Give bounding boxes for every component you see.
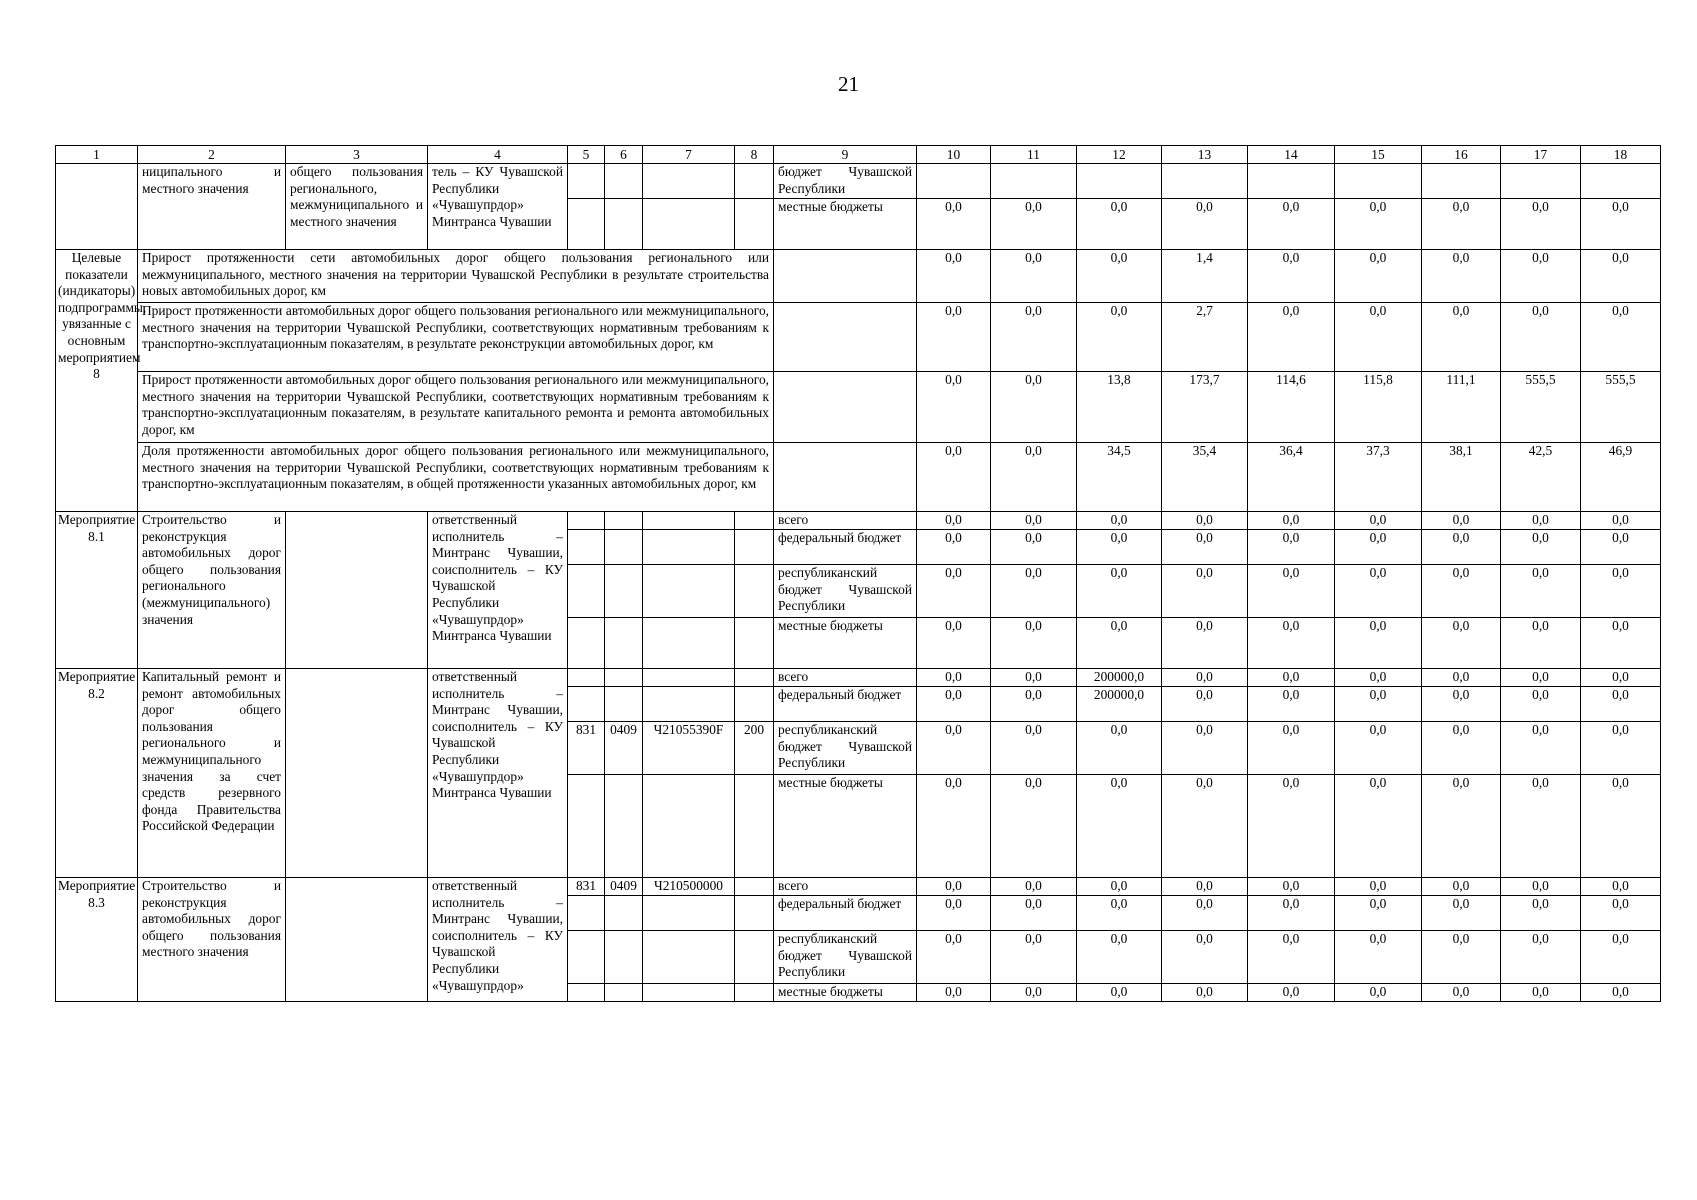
column-number: 12 [1077, 146, 1162, 164]
value-cell: 0,0 [1162, 775, 1248, 878]
value-cell: 0,0 [1077, 722, 1162, 775]
measure-label: Мероприятие 8.2 [56, 669, 138, 878]
value-cell: 111,1 [1422, 372, 1501, 443]
value-cell: 0,0 [1581, 984, 1661, 1002]
csr-code [643, 984, 735, 1002]
value-cell: 0,0 [917, 512, 991, 530]
column-number: 15 [1335, 146, 1422, 164]
gbrs-code [568, 618, 605, 669]
gbrs-code [568, 931, 605, 984]
vr-code [735, 530, 774, 565]
value-cell: 0,0 [1422, 565, 1501, 618]
measure-name: Капитальный ремонт и ремонт автомобильных дорог общего пользования регионального и межмуниципального значения за счет средств резервного фонда Правительства Российской Федерации [138, 669, 286, 878]
value-cell: 0,0 [1077, 530, 1162, 565]
column-number: 2 [138, 146, 286, 164]
value-cell: 0,0 [1581, 722, 1661, 775]
value-cell: 0,0 [1335, 565, 1422, 618]
vr-code [735, 775, 774, 878]
column-number: 14 [1248, 146, 1335, 164]
code-cell [735, 164, 774, 199]
responsible-executor: ответственный исполнитель – Минтранс Чувашии, соисполнитель – КУ Чувашской Республики «Чувашупрдор» [428, 878, 568, 1002]
value-cell [917, 164, 991, 199]
value-cell: 0,0 [917, 618, 991, 669]
value-cell: 200000,0 [1077, 687, 1162, 722]
value-cell: 0,0 [1162, 565, 1248, 618]
value-cell: 0,0 [1248, 530, 1335, 565]
table-row [56, 669, 1661, 687]
empty-cell [774, 303, 917, 372]
target-text [286, 669, 428, 878]
target-text: общего пользования регионального, межмуниципального и местного значения [286, 164, 428, 250]
value-cell: 0,0 [1581, 530, 1661, 565]
vr-code [735, 896, 774, 931]
code-cell [735, 199, 774, 250]
rz-pr-code [605, 530, 643, 565]
value-cell: 0,0 [1581, 931, 1661, 984]
value-cell: 0,0 [1077, 512, 1162, 530]
responsible-executor: тель – КУ Чувашской Республики «Чувашупрдор» Минтранса Чувашии [428, 164, 568, 250]
value-cell: 0,0 [1422, 984, 1501, 1002]
rz-pr-code: 0409 [605, 878, 643, 896]
funding-source: республиканский бюджет Чувашской Республики [774, 565, 917, 618]
value-cell: 0,0 [1501, 931, 1581, 984]
funding-source: федеральный бюджет [774, 687, 917, 722]
value-cell: 0,0 [1501, 722, 1581, 775]
value-cell: 0,0 [1162, 530, 1248, 565]
value-cell: 0,0 [1581, 878, 1661, 896]
value-cell: 0,0 [1501, 618, 1581, 669]
rz-pr-code [605, 775, 643, 878]
value-cell: 0,0 [1501, 669, 1581, 687]
value-cell [1422, 164, 1501, 199]
funding-source: местные бюджеты [774, 199, 917, 250]
value-cell: 0,0 [1335, 984, 1422, 1002]
value-cell: 0,0 [1422, 878, 1501, 896]
value-cell: 0,0 [1501, 199, 1581, 250]
value-cell: 0,0 [1162, 669, 1248, 687]
program-table [55, 145, 1661, 1002]
csr-code [643, 669, 735, 687]
rz-pr-code [605, 618, 643, 669]
value-cell: 0,0 [1581, 669, 1661, 687]
value-cell: 0,0 [1248, 565, 1335, 618]
value-cell: 200000,0 [1077, 669, 1162, 687]
value-cell: 0,0 [1335, 722, 1422, 775]
funding-source: республиканский бюджет Чувашской Республики [774, 931, 917, 984]
funding-source: бюджет Чувашской Республики [774, 164, 917, 199]
value-cell: 0,0 [1162, 896, 1248, 931]
responsible-executor: ответственный исполнитель – Минтранс Чувашии, соисполнитель – КУ Чувашской Республики «Чувашупрдор» Минтранса Чувашии [428, 669, 568, 878]
value-cell: 0,0 [991, 199, 1077, 250]
funding-source: местные бюджеты [774, 775, 917, 878]
table-row [56, 164, 1661, 199]
value-cell: 0,0 [1335, 618, 1422, 669]
value-cell: 555,5 [1501, 372, 1581, 443]
value-cell: 0,0 [1422, 669, 1501, 687]
value-cell: 0,0 [917, 669, 991, 687]
value-cell: 1,4 [1162, 250, 1248, 303]
value-cell: 0,0 [1077, 618, 1162, 669]
value-cell: 0,0 [1335, 669, 1422, 687]
gbrs-code [568, 565, 605, 618]
measure-label: Мероприятие 8.3 [56, 878, 138, 1002]
value-cell [1335, 164, 1422, 199]
value-cell: 0,0 [1335, 687, 1422, 722]
value-cell: 0,0 [1501, 687, 1581, 722]
measure-name: Строительство и реконструкция автомобильных дорог общего пользования регионального (межмуниципального) значения [138, 512, 286, 669]
value-cell: 0,0 [1581, 303, 1661, 372]
value-cell: 0,0 [1335, 878, 1422, 896]
indicator-row [56, 250, 1661, 303]
funding-source: федеральный бюджет [774, 530, 917, 565]
value-cell: 0,0 [1501, 775, 1581, 878]
value-cell: 0,0 [1162, 199, 1248, 250]
value-cell: 0,0 [1162, 618, 1248, 669]
value-cell: 0,0 [1335, 250, 1422, 303]
value-cell: 0,0 [991, 878, 1077, 896]
column-number: 13 [1162, 146, 1248, 164]
column-number: 4 [428, 146, 568, 164]
value-cell: 0,0 [1248, 512, 1335, 530]
value-cell: 0,0 [1077, 565, 1162, 618]
value-cell: 0,0 [917, 775, 991, 878]
value-cell: 0,0 [1248, 722, 1335, 775]
value-cell: 0,0 [1581, 250, 1661, 303]
table-row [56, 512, 1661, 530]
measure-name: Строительство и реконструкция автомобильных дорог общего пользования местного значения [138, 878, 286, 1002]
column-number: 6 [605, 146, 643, 164]
value-cell: 0,0 [1581, 618, 1661, 669]
value-cell: 0,0 [1162, 878, 1248, 896]
value-cell: 0,0 [991, 669, 1077, 687]
gbrs-code [568, 530, 605, 565]
value-cell: 0,0 [1077, 896, 1162, 931]
value-cell: 0,0 [1248, 303, 1335, 372]
value-cell: 555,5 [1581, 372, 1661, 443]
rz-pr-code [605, 687, 643, 722]
code-cell [643, 164, 735, 199]
value-cell: 0,0 [1581, 687, 1661, 722]
column-number: 17 [1501, 146, 1581, 164]
rz-pr-code: 0409 [605, 722, 643, 775]
indicator-row [56, 443, 1661, 512]
code-cell [643, 199, 735, 250]
vr-code [735, 878, 774, 896]
value-cell: 0,0 [1077, 878, 1162, 896]
value-cell: 0,0 [1501, 984, 1581, 1002]
value-cell: 0,0 [1248, 199, 1335, 250]
code-cell [568, 199, 605, 250]
responsible-executor: ответственный исполнитель – Минтранс Чувашии, соисполнитель – КУ Чувашской Республики «Чувашупрдор» Минтранса Чувашии [428, 512, 568, 669]
csr-code: Ч210500000 [643, 878, 735, 896]
value-cell: 0,0 [1501, 565, 1581, 618]
vr-code: 200 [735, 722, 774, 775]
value-cell: 36,4 [1248, 443, 1335, 512]
rz-pr-code [605, 931, 643, 984]
value-cell: 0,0 [1248, 669, 1335, 687]
column-number: 5 [568, 146, 605, 164]
value-cell: 42,5 [1501, 443, 1581, 512]
vr-code [735, 512, 774, 530]
measure-label: Мероприятие 8.1 [56, 512, 138, 669]
value-cell: 0,0 [917, 565, 991, 618]
row-label [56, 164, 138, 250]
value-cell: 0,0 [991, 512, 1077, 530]
value-cell: 0,0 [917, 530, 991, 565]
value-cell: 0,0 [1335, 530, 1422, 565]
value-cell: 0,0 [1162, 984, 1248, 1002]
gbrs-code [568, 687, 605, 722]
value-cell: 0,0 [1422, 896, 1501, 931]
value-cell: 0,0 [1501, 896, 1581, 931]
column-number: 3 [286, 146, 428, 164]
value-cell: 0,0 [991, 984, 1077, 1002]
value-cell: 0,0 [991, 618, 1077, 669]
value-cell [1248, 164, 1335, 199]
csr-code [643, 618, 735, 669]
value-cell: 114,6 [1248, 372, 1335, 443]
column-number-row [56, 146, 1661, 164]
column-number: 9 [774, 146, 917, 164]
value-cell: 0,0 [1581, 896, 1661, 931]
value-cell: 173,7 [1162, 372, 1248, 443]
value-cell: 0,0 [1162, 931, 1248, 984]
value-cell: 0,0 [1335, 303, 1422, 372]
value-cell: 46,9 [1581, 443, 1661, 512]
value-cell: 0,0 [917, 984, 991, 1002]
value-cell [1077, 164, 1162, 199]
csr-code: Ч21055390F [643, 722, 735, 775]
value-cell: 0,0 [917, 931, 991, 984]
value-cell: 0,0 [1335, 199, 1422, 250]
value-cell: 0,0 [1501, 250, 1581, 303]
column-number: 18 [1581, 146, 1661, 164]
rz-pr-code [605, 669, 643, 687]
value-cell: 0,0 [1077, 984, 1162, 1002]
value-cell: 0,0 [917, 372, 991, 443]
vr-code [735, 669, 774, 687]
value-cell: 0,0 [991, 775, 1077, 878]
value-cell: 0,0 [1581, 775, 1661, 878]
column-number: 10 [917, 146, 991, 164]
code-cell [568, 164, 605, 199]
value-cell: 0,0 [1581, 565, 1661, 618]
funding-source: местные бюджеты [774, 984, 917, 1002]
rz-pr-code [605, 565, 643, 618]
value-cell: 0,0 [917, 687, 991, 722]
value-cell: 0,0 [1248, 984, 1335, 1002]
value-cell: 0,0 [1162, 722, 1248, 775]
value-cell: 0,0 [1335, 775, 1422, 878]
gbrs-code: 831 [568, 722, 605, 775]
value-cell: 0,0 [917, 199, 991, 250]
page-number: 21 [838, 72, 859, 96]
value-cell: 0,0 [1422, 931, 1501, 984]
value-cell: 0,0 [1248, 618, 1335, 669]
csr-code [643, 565, 735, 618]
vr-code [735, 565, 774, 618]
value-cell: 0,0 [917, 303, 991, 372]
funding-source: всего [774, 669, 917, 687]
value-cell: 0,0 [1077, 199, 1162, 250]
value-cell: 0,0 [1501, 512, 1581, 530]
gbrs-code [568, 896, 605, 931]
value-cell: 13,8 [1077, 372, 1162, 443]
value-cell: 0,0 [1422, 618, 1501, 669]
indicator-text: Прирост протяженности сети автомобильных дорог общего пользования регионального или межмуниципального, местного значения на территории Чувашской Республики в результате строительства новых автомобильных дорог, км [138, 250, 774, 303]
value-cell: 0,0 [1422, 303, 1501, 372]
value-cell: 34,5 [1077, 443, 1162, 512]
indicator-row [56, 372, 1661, 443]
funding-source: республиканский бюджет Чувашской Республики [774, 722, 917, 775]
value-cell: 0,0 [1248, 931, 1335, 984]
gbrs-code [568, 984, 605, 1002]
funding-source: всего [774, 512, 917, 530]
value-cell: 0,0 [991, 896, 1077, 931]
value-cell: 0,0 [1077, 303, 1162, 372]
value-cell: 0,0 [991, 722, 1077, 775]
value-cell: 0,0 [1077, 250, 1162, 303]
value-cell: 0,0 [1162, 687, 1248, 722]
value-cell: 0,0 [991, 303, 1077, 372]
value-cell: 0,0 [917, 250, 991, 303]
empty-cell [774, 443, 917, 512]
csr-code [643, 687, 735, 722]
value-cell: 0,0 [917, 896, 991, 931]
indicators-label: Целевые показатели (индикаторы) подпрограммы, увязанные с основным мероприятием 8 [56, 250, 138, 512]
indicator-text: Прирост протяженности автомобильных дорог общего пользования регионального или межмуниципального, местного значения на территории Чувашской Республики, соответствующих нормативным требованиям к транспортно-эксплуатационным показателям, в результате капитального ремонта и ремонта автомобильных дорог, км [138, 372, 774, 443]
gbrs-code [568, 512, 605, 530]
code-cell [605, 199, 643, 250]
value-cell: 0,0 [1422, 775, 1501, 878]
value-cell: 0,0 [991, 530, 1077, 565]
column-number: 11 [991, 146, 1077, 164]
target-text [286, 878, 428, 1002]
vr-code [735, 931, 774, 984]
column-number: 16 [1422, 146, 1501, 164]
csr-code [643, 512, 735, 530]
gbrs-code [568, 669, 605, 687]
funding-source: местные бюджеты [774, 618, 917, 669]
measure-name: ниципального и местного значения [138, 164, 286, 250]
value-cell: 0,0 [1248, 687, 1335, 722]
value-cell: 0,0 [1077, 775, 1162, 878]
column-number: 8 [735, 146, 774, 164]
vr-code [735, 618, 774, 669]
value-cell: 0,0 [1422, 530, 1501, 565]
column-number: 1 [56, 146, 138, 164]
csr-code [643, 896, 735, 931]
value-cell: 0,0 [917, 722, 991, 775]
value-cell: 0,0 [1248, 250, 1335, 303]
value-cell: 0,0 [1248, 878, 1335, 896]
rz-pr-code [605, 512, 643, 530]
rz-pr-code [605, 896, 643, 931]
value-cell: 0,0 [1581, 199, 1661, 250]
target-text [286, 512, 428, 669]
gbrs-code [568, 775, 605, 878]
value-cell [991, 164, 1077, 199]
value-cell: 0,0 [1248, 775, 1335, 878]
csr-code [643, 775, 735, 878]
indicator-row [56, 303, 1661, 372]
value-cell: 2,7 [1162, 303, 1248, 372]
value-cell: 0,0 [991, 931, 1077, 984]
value-cell: 115,8 [1335, 372, 1422, 443]
value-cell: 0,0 [1335, 931, 1422, 984]
value-cell: 0,0 [1077, 931, 1162, 984]
value-cell: 37,3 [1335, 443, 1422, 512]
empty-cell [774, 250, 917, 303]
value-cell: 0,0 [991, 443, 1077, 512]
value-cell: 0,0 [991, 565, 1077, 618]
value-cell: 0,0 [1422, 687, 1501, 722]
value-cell: 0,0 [917, 443, 991, 512]
csr-code [643, 530, 735, 565]
value-cell: 0,0 [1422, 250, 1501, 303]
value-cell: 0,0 [1501, 530, 1581, 565]
value-cell [1501, 164, 1581, 199]
value-cell: 0,0 [1335, 512, 1422, 530]
indicator-text: Доля протяженности автомобильных дорог общего пользования регионального или межмуниципального, местного значения на территории Чувашской Республики, соответствующих нормативным требованиям к транспортно-эксплуатационным показателям, в общей протяженности указанных автомобильных дорог, км [138, 443, 774, 512]
value-cell: 0,0 [1501, 303, 1581, 372]
funding-source: федеральный бюджет [774, 896, 917, 931]
column-number: 7 [643, 146, 735, 164]
indicator-text: Прирост протяженности автомобильных дорог общего пользования регионального или межмуниципального, местного значения на территории Чувашской Республики, соответствующих нормативным требованиям к транспортно-эксплуатационным показателям, в результате реконструкции автомобильных дорог, км [138, 303, 774, 372]
value-cell: 0,0 [991, 687, 1077, 722]
value-cell [1162, 164, 1248, 199]
value-cell [1581, 164, 1661, 199]
value-cell: 0,0 [1162, 512, 1248, 530]
value-cell: 0,0 [1422, 722, 1501, 775]
value-cell: 0,0 [1501, 878, 1581, 896]
vr-code [735, 687, 774, 722]
value-cell: 0,0 [1581, 512, 1661, 530]
value-cell: 0,0 [1335, 896, 1422, 931]
value-cell: 0,0 [1422, 512, 1501, 530]
value-cell: 35,4 [1162, 443, 1248, 512]
value-cell: 0,0 [1248, 896, 1335, 931]
csr-code [643, 931, 735, 984]
value-cell: 38,1 [1422, 443, 1501, 512]
rz-pr-code [605, 984, 643, 1002]
value-cell: 0,0 [991, 250, 1077, 303]
table-row [56, 878, 1661, 896]
value-cell: 0,0 [991, 372, 1077, 443]
value-cell: 0,0 [1422, 199, 1501, 250]
empty-cell [774, 372, 917, 443]
funding-source: всего [774, 878, 917, 896]
code-cell [605, 164, 643, 199]
gbrs-code: 831 [568, 878, 605, 896]
value-cell: 0,0 [917, 878, 991, 896]
vr-code [735, 984, 774, 1002]
